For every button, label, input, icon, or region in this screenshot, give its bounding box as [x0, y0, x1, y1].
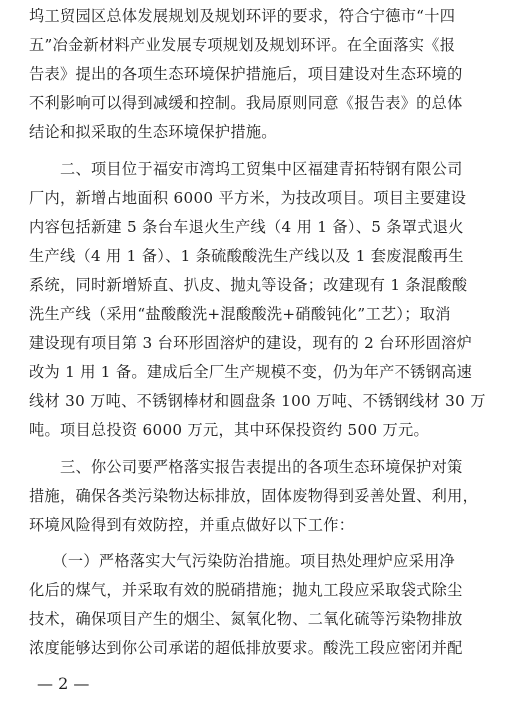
body-text-line: 生产线（4 用 1 备）、1 条硫酸酸洗生产线以及 1 套废混酸再生 [29, 247, 464, 265]
body-text-line: 吨。项目总投资 6000 万元，其中环保投资约 500 万元。 [29, 421, 429, 439]
body-text-line: 线材 30 万吨、不锈钢棒材和圆盘条 100 万吨、不锈钢线材 30 万 [29, 392, 486, 410]
body-text-line: 措施，确保各类污染物达标排放，固体废物得到妥善处置、利用， [29, 487, 479, 505]
body-text-line: 厂内，新增占地面积 6000 平方米，为技改项目。项目主要建设 [29, 189, 467, 207]
body-text-line: 系统，同时新增矫直、扒皮、抛丸等设备；改建现有 1 条混酸酸 [29, 276, 468, 294]
body-text-line: 内容包括新建 5 条台车退火生产线（4 用 1 备）、5 条罩式退火 [29, 218, 464, 236]
body-text-line: 不利影响可以得到减缓和控制。我局原则同意《报告表》的总体 [29, 94, 463, 112]
paragraph-start-line: （一）严格落实大气污染防治措施。项目热处理炉应采用净 [29, 552, 456, 570]
body-text-line: 建设现有项目第 3 台环形固溶炉的建设，现有的 2 台环形固溶炉 [29, 334, 473, 352]
body-text-line: 洗生产线（采用“盐酸酸洗+混酸酸洗+硝酸钝化”工艺）；取消 [29, 305, 451, 323]
body-text-line: 化后的煤气，并采取有效的脱硝措施；抛丸工段应采取袋式除尘 [29, 581, 463, 599]
body-text-line: 改为 1 用 1 备。建成后全厂生产规模不变，仍为年产不锈钢高速 [29, 363, 473, 381]
body-text-line: 五”冶金新材料产业发展专项规划及规划环评。在全面落实《报 [29, 36, 456, 54]
body-text-line: 坞工贸园区总体发展规划及规划环评的要求，符合宁德市“十四 [29, 7, 456, 25]
page-number: — 2 — [37, 674, 90, 693]
body-text-line: 浓度能够达到你公司承诺的超低排放要求。酸洗工段应密闭并配 [29, 639, 463, 657]
paragraph-start-line: 二、项目位于福安市湾坞工贸集中区福建青拓特钢有限公司 [29, 160, 463, 178]
body-text-line: 结论和拟采取的生态环境保护措施。 [29, 123, 277, 141]
body-text-line: 环境风险得到有效防控，并重点做好以下工作： [29, 516, 355, 534]
body-text-line: 技术，确保项目产生的烟尘、氮氧化物、二氧化硫等污染物排放 [29, 610, 463, 628]
body-text-line: 告表》提出的各项生态环境保护措施后，项目建设对生态环境的 [29, 65, 463, 83]
paragraph-start-line: 三、你公司要严格落实报告表提出的各项生态环境保护对策 [29, 458, 463, 476]
